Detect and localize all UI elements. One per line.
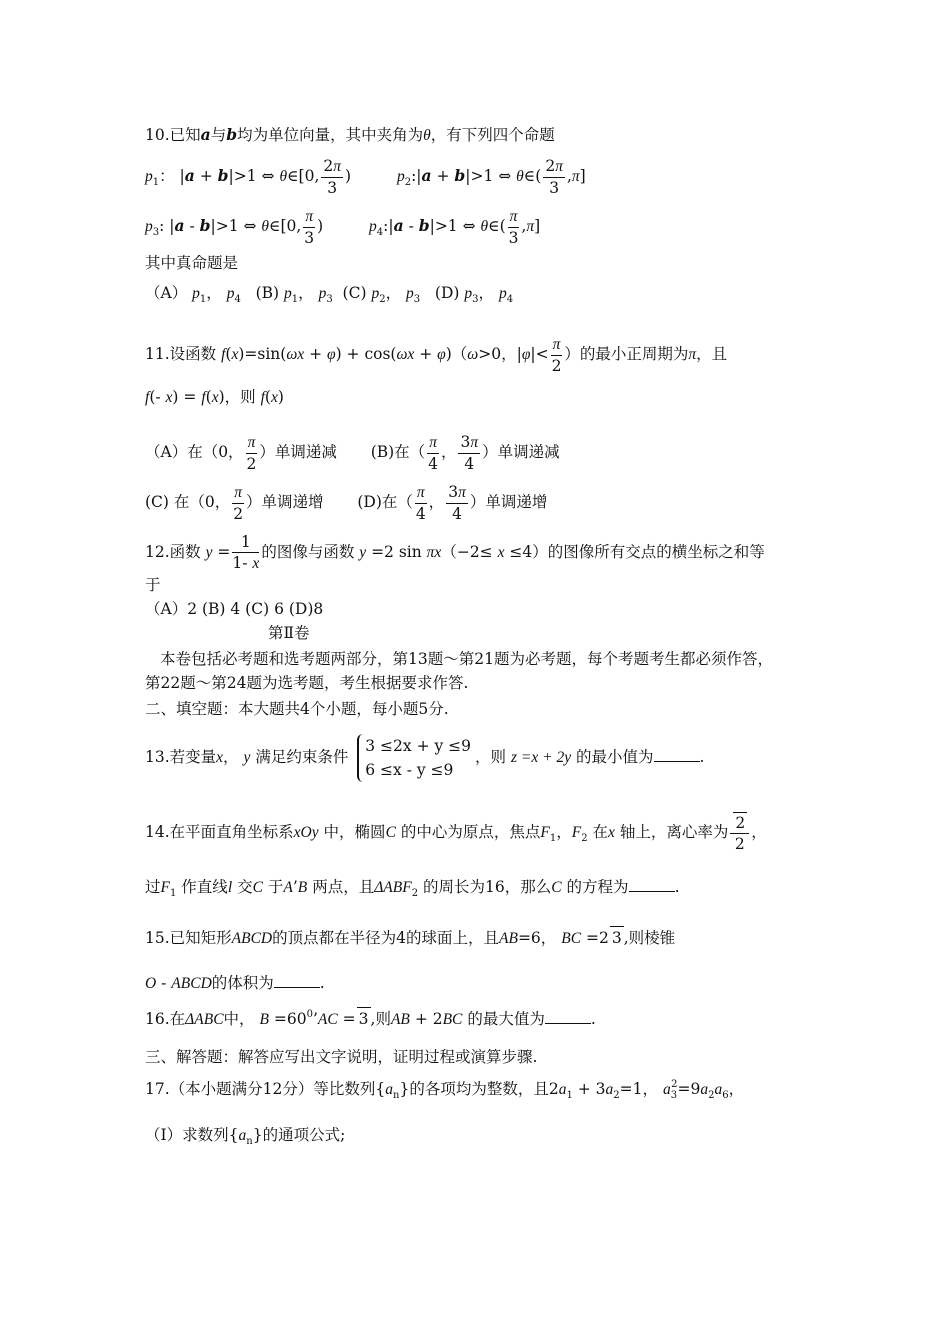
q10-p1-p2: $p_1$： |a + b|>1 ⇔ θ∈[0, $\frac{2\pi}{3}$ ) $p_2:|a + b|>1$ ⇔ θ∈( $\frac{2\pi}{3}$ ,π] (145, 157, 586, 197)
q11-options-ab: （A）在（0， $\frac{\pi}{2}$ ）单调递减 (B)在（ $\frac{\pi}{4}$ ， $\frac{3\pi}{4}$ ）单调递减 (145, 433, 560, 473)
q12-choices: （A）2 (B) 4 (C) 6 (D)8 (145, 600, 324, 618)
q15-line1: 15.已知矩形ABCD的顶点都在半径为4的球面上，且AB=6， BC =2 3 ,则棱锥 (145, 926, 675, 950)
q10-ask: 其中真命题是 (145, 254, 239, 272)
q17-stem: 17.（本小题满分12分）等比数列$\{a_n\}$的各项均为整数，且$2a_1 + 3a_2=1$， $a_3^2=9a_2a_6$， (145, 1079, 745, 1101)
q15-answer-blank[interactable] (274, 973, 320, 988)
q10-p3-p4: $p_3$: |a - b|>1 ⇔ θ∈[0, $\frac{\pi}{3}$ ) $p_4:|a - b|>1$ ⇔ θ∈( $\frac{\pi}{3}$ ,π] (145, 208, 541, 247)
q13: 13.若变量x， y 满足约束条件 3 ≤2x + y ≤9 6 ≤x - y ≤9 ，则 z =x + 2y 的最小值为 . (145, 734, 704, 782)
q13-constraints: 3 ≤2x + y ≤9 6 ≤x - y ≤9 (357, 734, 471, 782)
q14-line1: 14.在平面直角坐标系xOy 中，椭圆C 的中心为原点，焦点$F_1$，$F_2$ 在x 轴上，离心率为 $\frac{2}{2}$ ， (145, 814, 767, 853)
q17-part1: （Ⅰ）求数列$\{a_n\}$的通项公式; (145, 1126, 346, 1147)
q12-stem2: 于 (145, 576, 161, 594)
q13-answer-blank[interactable] (654, 747, 700, 762)
q14-line2: 过$F_1$ 作直线l 交C 于A’B 两点，且$\Delta ABF_2$ 的周长为16，那么C 的方程为 . (145, 878, 680, 899)
q14-answer-blank[interactable] (629, 877, 675, 892)
q16-answer-blank[interactable] (545, 1009, 591, 1024)
q15-line2: O - ABCD的体积为 . (145, 974, 325, 992)
q11-stem: 11.设函数 f(x)=sin(ωx + φ) + cos(ωx + φ)（ω>0，|φ|< $\frac{\pi}{2}$ ）的最小正周期为π，且 (145, 336, 728, 375)
section2-title: 二、填空题：本大题共4个小题，每小题5分. (145, 700, 449, 718)
q10-choices: （A） $p_1$， $p_4$ (B) $p_1$， $p_3$ (C) $p_2$， $p_3$ (D) $p_3$， $p_4$ (145, 284, 514, 305)
q11-options-cd: (C) 在（0， $\frac{\pi}{2}$ ）单调递增 (D)在（ $\frac{\pi}{4}$ ， $\frac{3\pi}{4}$ ）单调递增 (145, 483, 548, 523)
q10-stem: 10.已知a与b均为单位向量，其中夹角为θ，有下列四个命题 (145, 125, 555, 144)
q11-stem2: f(- x) = f(x)，则 f(x) (145, 388, 284, 406)
q16: 16.在ΔABC中， $B =60^0’AC = 3$ ,则AB + 2BC 的最大值为 . (145, 1009, 596, 1028)
part2-intro-2: 第22题～第24题为选考题，考生根据要求作答. (145, 674, 469, 692)
part2-title: 第Ⅱ卷 (268, 624, 310, 642)
part2-intro-1: 本卷包括必考题和选考题两部分，第13题～第21题为必考题，每个考题考生都必须作答， (160, 650, 773, 668)
q12-stem: 12.函数 y = $\frac{1}{1- x}$ 的图像与函数 y =2 sin πx（−2≤ x ≤4）的图像所有交点的横坐标之和等 (145, 533, 765, 572)
section3-title: 三、解答题：解答应写出文字说明，证明过程或演算步骤. (145, 1048, 538, 1066)
